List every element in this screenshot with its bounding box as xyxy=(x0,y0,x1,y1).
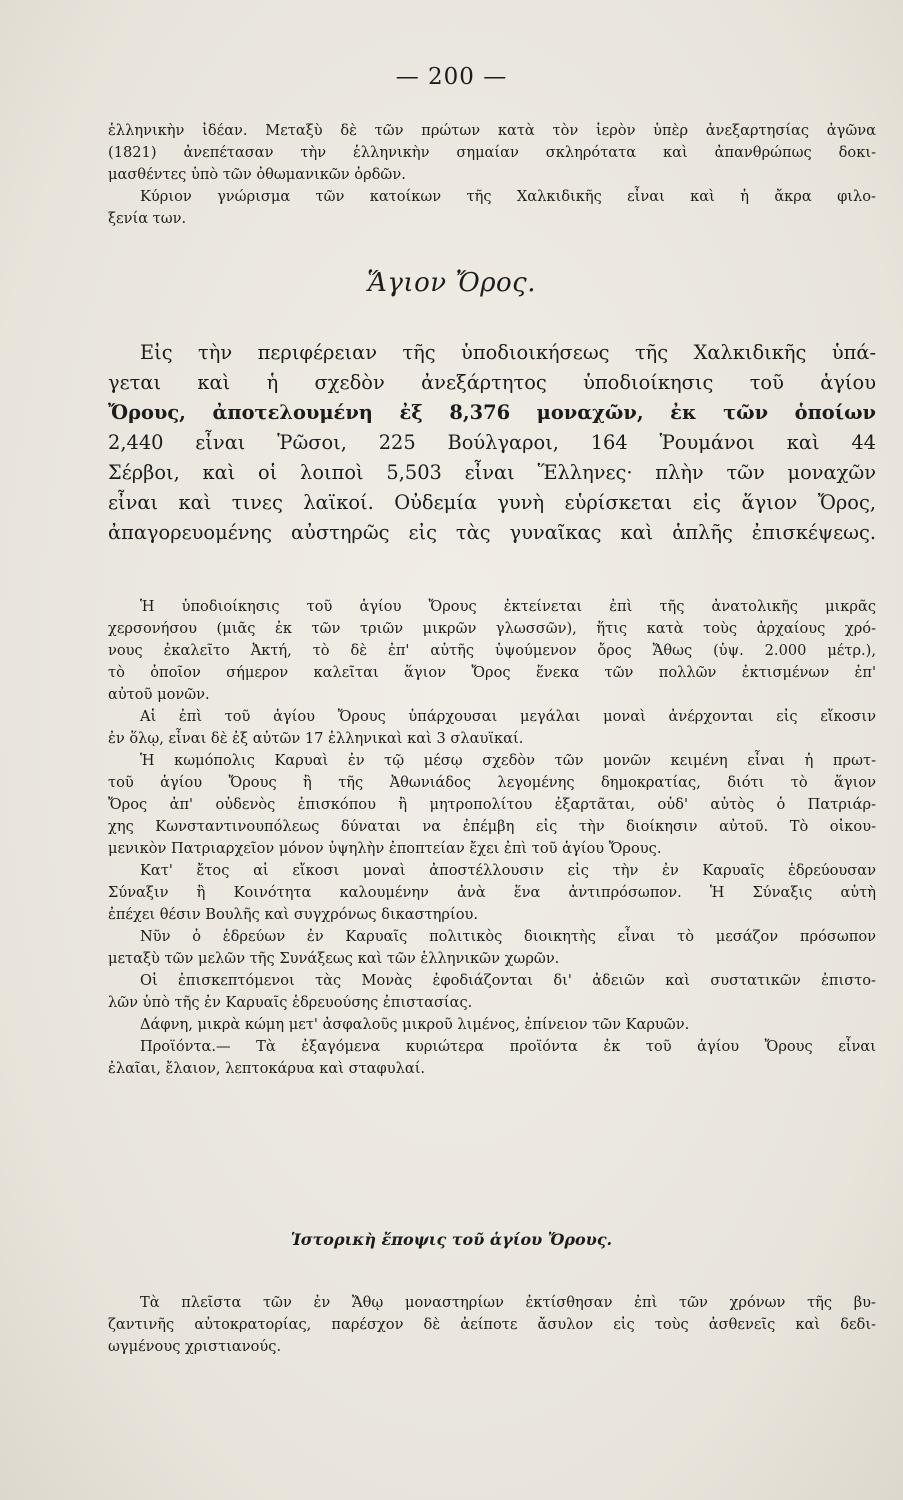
text-line: Δάφνη, μικρὰ κώμη μετ' ἀσφαλοῦς μικροῦ λιμένος, ἐπίνειον τῶν Καρυῶν. xyxy=(140,1016,690,1033)
main-paragraph xyxy=(108,338,876,548)
text-line: τοῦ ἁγίου Ὄρους ἢ τῆς Ἀθωνιάδος λεγομένης δημοκρατίας, διότι τὸ ἅγιον xyxy=(108,774,876,791)
text-line: ζαντινῆς αὐτοκρατορίας, παρέσχον δὲ ἀείποτε ἄσυλον εἰς τοὺς ἀσθενεῖς καὶ δεδι- xyxy=(108,1316,876,1333)
text-line: εἶναι καὶ τινες λαϊκοί. Οὐδεμία γυνὴ εὑρίσκεται εἰς ἅγιον Ὄρος, xyxy=(108,491,876,514)
text-line: Ὄρος ἀπ' οὐδενὸς ἐπισκόπου ἢ μητροπολίτου ἐξαρτᾶται, οὐδ' αὐτὸς ὁ Πατριάρ- xyxy=(108,796,876,813)
text-line: Νῦν ὁ ἑδρεύων ἐν Καρυαῖς πολιτικὸς διοικητὴς εἶναι τὸ μεσάζον πρόσωπον xyxy=(140,928,876,945)
text-line: Ἡ ὑποδιοίκησις τοῦ ἁγίου Ὄρους ἐκτείνεται ἐπὶ τῆς ἀνατολικῆς μικρᾶς xyxy=(140,598,876,615)
intro-paragraph xyxy=(108,120,876,230)
text-line: τὸ ὁποῖον σήμερον καλεῖται ἅγιον Ὄρος ἕνεκα τῶν πολλῶν ἐκτισμένων ἐπ' xyxy=(108,664,876,681)
text-line: Ἡ κωμόπολις Καρυαὶ ἐν τῷ μέσῳ σχεδὸν τῶν μονῶν κειμένη εἶναι ἡ πρωτ- xyxy=(140,752,876,769)
text-line: Σέρβοι, καὶ οἱ λοιποὶ 5,503 εἶναι Ἕλληνες· πλὴν τῶν μοναχῶν xyxy=(108,461,876,484)
text-line: Προϊόντα.— Τὰ ἐξαγόμενα κυριώτερα προϊόντα ἐκ τοῦ ἁγίου Ὄρους εἶναι xyxy=(140,1038,876,1055)
text-line: Οἱ ἐπισκεπτόμενοι τὰς Μονὰς ἐφοδιάζονται δι' ἀδειῶν καὶ συστατικῶν ἐπιστο- xyxy=(140,972,876,989)
text-line: μενικὸν Πατριαρχεῖον μόνον ὑψηλὴν ἐποπτείαν ἔχει ἐπὶ τοῦ ἁγίου Ὄρους. xyxy=(108,840,662,857)
section-heading: Ἅγιον Ὄρος. xyxy=(367,268,536,298)
details-paragraphs xyxy=(108,596,876,1080)
history-paragraph xyxy=(108,1292,876,1358)
text-line: χερσονήσου (μιᾶς ἐκ τῶν τριῶν μικρῶν γλωσσῶν), ἥτις κατὰ τοὺς ἀρχαίους χρό- xyxy=(108,620,876,637)
text-line: Ὄρους, ἀποτελουμένη ἐξ 8,376 μοναχῶν, ἐκ τῶν ὁποίων xyxy=(108,401,876,424)
text-line: λῶν ὑπὸ τῆς ἐν Καρυαῖς ἑδρευούσης ἐπιστασίας. xyxy=(108,994,473,1011)
text-line: (1821) ἀνεπέτασαν τὴν ἑλληνικὴν σημαίαν σκληρότατα καὶ ἀπανθρώπως δοκι- xyxy=(108,144,876,161)
text-line: ἐπέχει θέσιν Βουλῆς καὶ συγχρόνως δικαστηρίου. xyxy=(108,906,479,923)
text-line: ωγμένους χριστιανούς. xyxy=(108,1338,282,1355)
text-line: ἑλληνικὴν ἰδέαν. Μεταξὺ δὲ τῶν πρώτων κατὰ τὸν ἱερὸν ὑπὲρ ἀνεξαρτησίας ἀγῶνα xyxy=(108,122,876,139)
text-line: νους ἐκαλεῖτο Ἀκτή, τὸ δὲ ἐπ' αὐτῆς ὑψούμενον ὄρος Ἄθως (ὑψ. 2.000 μέτρ.), xyxy=(108,642,876,659)
text-line: Κατ' ἔτος αἱ εἴκοσι μοναὶ ἀποστέλλουσιν εἰς τὴν ἐν Καρυαῖς ἑδρεύουσαν xyxy=(140,862,876,879)
text-line: χης Κωνσταντινουπόλεως δύναται να ἐπέμβη εἰς τὴν διοίκησιν αὐτοῦ. Τὸ οἰκου- xyxy=(108,818,876,835)
text-line: Εἰς τὴν περιφέρειαν τῆς ὑποδιοικήσεως τῆς Χαλκιδικῆς ὑπά- xyxy=(140,341,876,364)
page-number: — 200 — xyxy=(395,64,508,90)
text-line: ξενία των. xyxy=(108,210,187,227)
history-subheading: Ἱστορικὴ ἔποψις τοῦ ἁγίου Ὄρους. xyxy=(290,1230,613,1249)
text-line: αὐτοῦ μονῶν. xyxy=(108,686,210,703)
text-line: Τὰ πλεῖστα τῶν ἐν Ἄθῳ μοναστηρίων ἐκτίσθησαν ἐπὶ τῶν χρόνων τῆς βυ- xyxy=(140,1294,876,1311)
text-line: μασθέντες ὑπὸ τῶν ὀθωμανικῶν ὀρδῶν. xyxy=(108,166,406,183)
text-line: ἐλαῖαι, ἔλαιον, λεπτοκάρυα καὶ σταφυλαί. xyxy=(108,1060,426,1077)
text-line: γεται καὶ ἡ σχεδὸν ἀνεξάρτητος ὑποδιοίκησις τοῦ ἁγίου xyxy=(108,371,876,394)
text-line: ἐν ὅλῳ, εἶναι δὲ ἐξ αὐτῶν 17 ἑλληνικαὶ καὶ 3 σλαυϊκαί. xyxy=(108,730,524,747)
text-line: 2,440 εἶναι Ῥῶσοι, 225 Βούλγαροι, 164 Ῥουμάνοι καὶ 44 xyxy=(108,431,876,454)
text-line: μεταξὺ τῶν μελῶν τῆς Συνάξεως καὶ τῶν ἑλληνικῶν χωρῶν. xyxy=(108,950,560,967)
text-line: ἀπαγορευομένης αὐστηρῶς εἰς τὰς γυναῖκας καὶ ἁπλῆς ἐπισκέψεως. xyxy=(108,521,876,544)
text-line: Αἱ ἐπὶ τοῦ ἁγίου Ὄρους ὑπάρχουσαι μεγάλαι μοναὶ ἀνέρχονται εἰς εἴκοσιν xyxy=(140,708,876,725)
text-line: Κύριον γνώρισμα τῶν κατοίκων τῆς Χαλκιδικῆς εἶναι καὶ ἡ ἄκρα φιλο- xyxy=(140,188,876,205)
text-line: Σύναξιν ἢ Κοινότητα καλουμένην ἀνὰ ἕνα ἀντιπρόσωπον. Ἡ Σύναξις αὐτὴ xyxy=(108,884,876,901)
